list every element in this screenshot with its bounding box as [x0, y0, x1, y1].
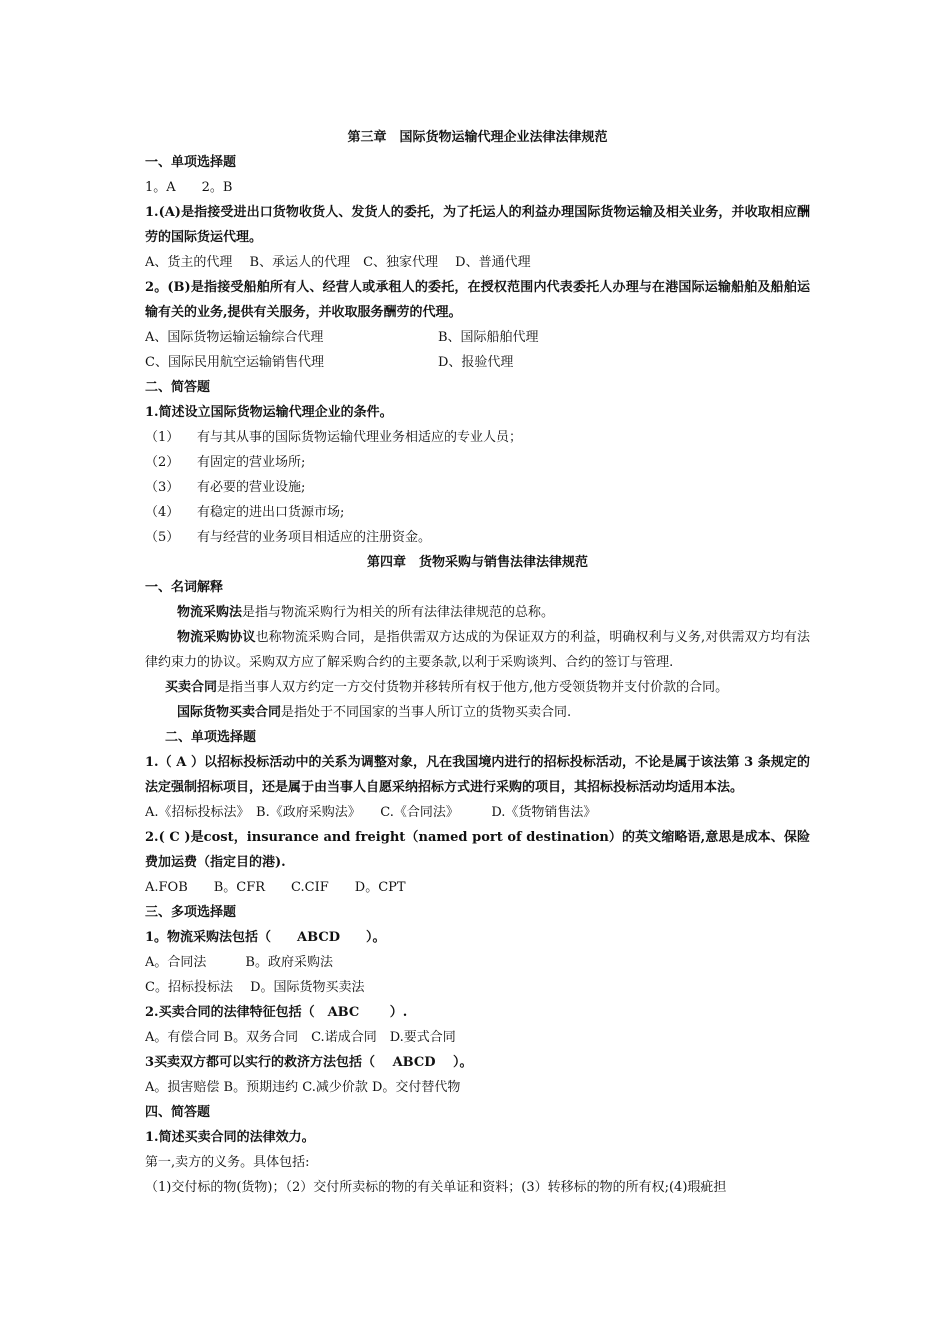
ch4-section-multiple-choice: 三、多项选择题 [145, 905, 237, 920]
list-item: （5） 有与经营的业务项目相适应的注册资金。 [145, 530, 432, 545]
ch4-multi-question-3-options: A。损害赔偿 B。预期违约 C.减少价款 D。交付替代物 [145, 1080, 461, 1095]
list-item: （3） 有必要的营业设施; [145, 480, 306, 495]
ch3-section-short-answer: 二、简答题 [145, 380, 211, 395]
ch4-answer-paragraph-2: （1)交付标的物(货物)；（2）交付所卖标的物的有关单证和资料；(3）转移标的物的所有权;(4)瑕疵担 [145, 1180, 727, 1195]
term-definition-3: 买卖合同是指当事人双方约定一方交付货物并移转所有权于他方,他方受领货物并支付价款的合同。 [165, 680, 729, 695]
term-definition-2: 物流采购协议也称物流采购合同，是指供需双方达成的为保证双方的利益，明确权利与义务,对供需双方均有法律约束力的协议。采购双方应了解采购合约的主要条款,以利于采购谈判、合约的签订与管理. [145, 630, 810, 670]
ch3-section-single-choice: 一、单项选择题 [145, 155, 237, 170]
ch3-conditions-list [145, 425, 810, 550]
ch3-answers: 1。A 2。B [145, 180, 233, 195]
ch4-multi-question-2: 2.买卖合同的法律特征包括（ ABC ）. [145, 1005, 408, 1020]
option-b: B、国际船舶代理 [438, 330, 539, 345]
option-d: D、报验代理 [438, 355, 514, 370]
ch4-multi-question-1-options-c: C。招标投标法 D。国际货物买卖法 [145, 980, 365, 995]
ch3-question-2-options-row-1 [145, 325, 810, 350]
ch4-section-single-choice: 二、单项选择题 [165, 730, 257, 745]
ch3-short-question-1: 1.简述设立国际货物运输代理企业的条件。 [145, 405, 393, 420]
ch4-question-1: 1.（ A ）以招标投标活动中的关系为调整对象，凡在我国境内进行的招标投标活动，不论是属于该法第 3 条规定的法定强制招标项目，还是属于由当事人自愿采纳招标方式进行采购的项目，其招标投标活动均适用本法。 [145, 755, 810, 795]
document-content [145, 125, 810, 1200]
list-item: （4） 有稳定的进出口货源市场; [145, 505, 345, 520]
list-item: （1） 有与其从事的国际货物运输代理业务相适应的专业人员； [145, 430, 523, 445]
option-c: C、国际民用航空运输销售代理 [145, 355, 324, 370]
ch3-question-2: 2。(B)是指接受船舶所有人、经营人或承租人的委托，在授权范围内代表委托人办理与在港国际运输船舶及船舶运输有关的业务,提供有关服务，并收取服务酬劳的代理。 [145, 280, 810, 320]
ch4-question-1-options: A.《招标投标法》 B.《政府采购法》 C.《合同法》 D.《货物销售法》 [145, 805, 597, 820]
ch4-question-2: 2.( C )是cost，insurance and freight（named port of destination）的英文缩略语,意思是成本、保险费加运费（指定目的港). [145, 830, 810, 870]
ch4-section-terms: 一、名词解释 [145, 580, 224, 595]
term-definition-1: 物流采购法是指与物流采购行为相关的所有法律法律规范的总称。 [177, 605, 555, 620]
list-item: （2） 有固定的营业场所; [145, 455, 306, 470]
ch4-answer-paragraph-1: 第一,卖方的义务。具体包括: [145, 1155, 310, 1170]
chapter-3-title: 第三章 国际货物运输代理企业法律法律规范 [347, 130, 608, 145]
ch4-question-2-options: A.FOB B。CFR C.CIF D。CPT [145, 880, 406, 895]
ch4-multi-question-3: 3买卖双方都可以实行的救济方法包括（ ABCD ）。 [145, 1055, 473, 1070]
ch3-question-1: 1.(A)是指接受进出口货物收货人、发货人的委托，为了托运人的利益办理国际货物运输及相关业务，并收取相应酬劳的国际货运代理。 [145, 205, 810, 245]
ch4-short-question-1: 1.简述买卖合同的法律效力。 [145, 1130, 315, 1145]
ch3-question-2-options-row-2 [145, 350, 810, 375]
ch4-multi-question-1: 1。物流采购法包括（ ABCD ）。 [145, 930, 386, 945]
ch3-question-1-options: A、货主的代理 B、承运人的代理 C、独家代理 D、普通代理 [145, 255, 531, 270]
option-a: A、国际货物运输运输综合代理 [145, 330, 324, 345]
term-definition-4: 国际货物买卖合同是指处于不同国家的当事人所订立的货物买卖合同. [177, 705, 572, 720]
ch4-multi-question-2-options: A。有偿合同 B。双务合同 C.诺成合同 D.要式合同 [145, 1030, 456, 1045]
ch4-multi-question-1-options-a: A。合同法 B。政府采购法 [145, 955, 333, 970]
ch4-section-short-answer: 四、简答题 [145, 1105, 211, 1120]
chapter-4-title: 第四章 货物采购与销售法律法律规范 [366, 555, 588, 570]
